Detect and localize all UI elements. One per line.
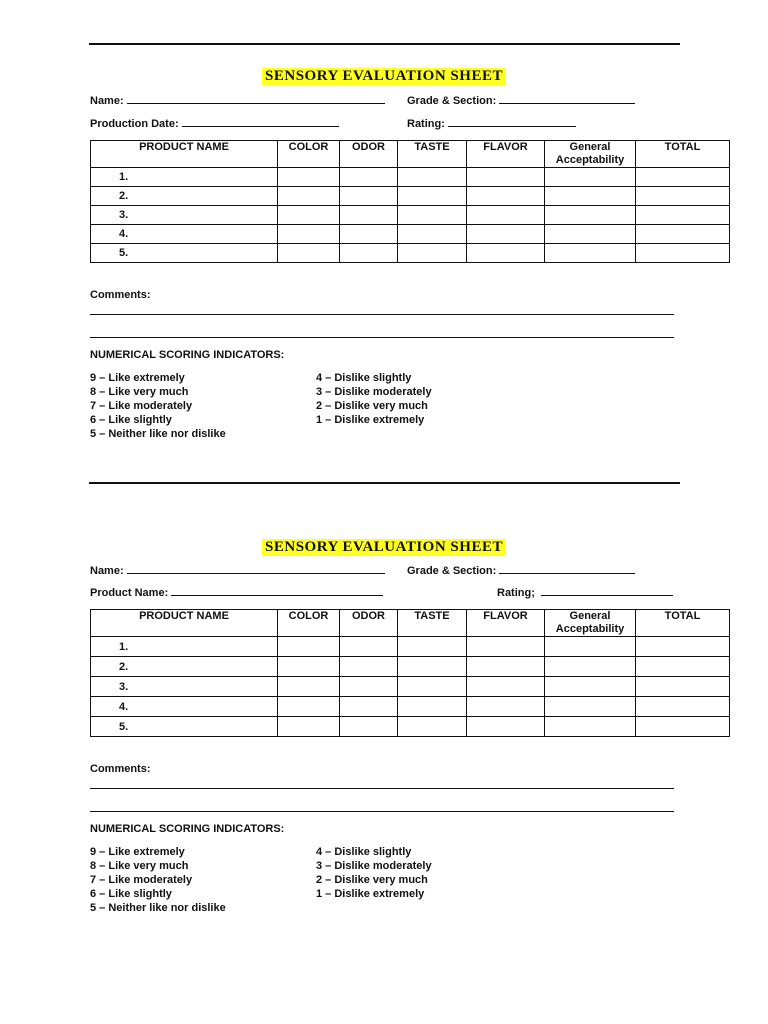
sheet2-product-label: Product Name:: [90, 587, 169, 599]
cell-total[interactable]: [636, 206, 730, 225]
sheet1-grade-blank[interactable]: [499, 94, 635, 104]
sheet2-name-field[interactable]: [90, 564, 385, 577]
cell-color[interactable]: [278, 168, 340, 187]
cell-total[interactable]: [636, 168, 730, 187]
sheet1-grade-field[interactable]: [407, 94, 635, 107]
sheet2-title: SENSORY EVALUATION SHEET: [262, 539, 506, 556]
indicator-item: 2 – Dislike very much: [316, 874, 428, 886]
header-odor: ODOR: [340, 141, 398, 168]
cell-color[interactable]: [278, 637, 340, 657]
cell-color[interactable]: [278, 206, 340, 225]
sheet1-date-label: Production Date:: [90, 118, 179, 130]
cell-flavor[interactable]: [467, 657, 545, 677]
cell-flavor[interactable]: [467, 697, 545, 717]
row-number[interactable]: 2.: [91, 657, 278, 677]
cell-general[interactable]: [545, 717, 636, 737]
cell-flavor[interactable]: [467, 244, 545, 263]
indicator-item: 7 – Like moderately: [90, 874, 193, 886]
top-divider: [89, 43, 680, 45]
sheet1-evaluation-table: [90, 140, 730, 263]
cell-total[interactable]: [636, 717, 730, 737]
indicator-item: 3 – Dislike moderately: [316, 860, 432, 872]
table-row: [91, 168, 730, 187]
header-total: TOTAL: [636, 610, 730, 637]
cell-total[interactable]: [636, 244, 730, 263]
sheet1-name-label: Name:: [90, 95, 124, 107]
cell-odor[interactable]: [340, 168, 398, 187]
header-odor: ODOR: [340, 610, 398, 637]
cell-taste[interactable]: [398, 187, 467, 206]
cell-taste[interactable]: [398, 206, 467, 225]
sheet2-name-label: Name:: [90, 565, 124, 577]
sheet2-rating-label: Rating;: [497, 587, 535, 599]
cell-general[interactable]: [545, 168, 636, 187]
sheet1-date-field[interactable]: [90, 117, 339, 130]
indicator-item: 1 – Dislike extremely: [316, 414, 425, 426]
cell-color[interactable]: [278, 225, 340, 244]
cell-total[interactable]: [636, 677, 730, 697]
cell-color[interactable]: [278, 697, 340, 717]
cell-general[interactable]: [545, 206, 636, 225]
sheet2-comment-line-1[interactable]: [90, 788, 674, 789]
sheet1-rating-blank[interactable]: [448, 117, 576, 127]
cell-odor[interactable]: [340, 206, 398, 225]
sheet2-product-blank[interactable]: [171, 586, 383, 596]
cell-general[interactable]: [545, 697, 636, 717]
sheet2-comment-line-2[interactable]: [90, 811, 674, 812]
cell-color[interactable]: [278, 657, 340, 677]
cell-general[interactable]: [545, 657, 636, 677]
row-number[interactable]: 4.: [91, 225, 278, 244]
row-number[interactable]: 5.: [91, 717, 278, 737]
cell-odor[interactable]: [340, 717, 398, 737]
cell-flavor[interactable]: [467, 677, 545, 697]
sheet2-grade-field[interactable]: [407, 564, 635, 577]
cell-general[interactable]: [545, 637, 636, 657]
row-number[interactable]: 1.: [91, 168, 278, 187]
indicator-item: 1 – Dislike extremely: [316, 888, 425, 900]
row-number[interactable]: 3.: [91, 206, 278, 225]
middle-divider: [89, 482, 680, 484]
sheet2-product-field[interactable]: [90, 586, 383, 599]
row-number[interactable]: 1.: [91, 637, 278, 657]
sheet2-indicators-title: NUMERICAL SCORING INDICATORS:: [90, 823, 285, 835]
sheet2-rating-field[interactable]: [497, 586, 673, 599]
header-color: COLOR: [278, 141, 340, 168]
cell-taste[interactable]: [398, 244, 467, 263]
indicator-item: 9 – Like extremely: [90, 846, 185, 858]
cell-color[interactable]: [278, 187, 340, 206]
cell-color[interactable]: [278, 677, 340, 697]
table-header-row: [91, 610, 730, 637]
cell-odor[interactable]: [340, 657, 398, 677]
indicator-item: 6 – Like slightly: [90, 414, 172, 426]
cell-odor[interactable]: [340, 225, 398, 244]
indicator-item: 8 – Like very much: [90, 386, 189, 398]
header-total: TOTAL: [636, 141, 730, 168]
header-flavor: FLAVOR: [467, 141, 545, 168]
row-number[interactable]: 5.: [91, 244, 278, 263]
sheet2-grade-blank[interactable]: [499, 564, 635, 574]
cell-flavor[interactable]: [467, 225, 545, 244]
cell-total[interactable]: [636, 187, 730, 206]
header-product-name: PRODUCT NAME: [91, 141, 278, 168]
cell-odor[interactable]: [340, 637, 398, 657]
indicator-item: 9 – Like extremely: [90, 372, 185, 384]
indicator-item: 6 – Like slightly: [90, 888, 172, 900]
cell-taste[interactable]: [398, 225, 467, 244]
row-number[interactable]: 4.: [91, 697, 278, 717]
table-row: [91, 187, 730, 206]
table-row: [91, 225, 730, 244]
sheet2-comments-label: Comments:: [90, 763, 151, 775]
table-row: [91, 717, 730, 737]
sheet2-grade-label: Grade & Section:: [407, 565, 497, 577]
sheet1-name-blank[interactable]: [127, 94, 385, 104]
cell-total[interactable]: [636, 697, 730, 717]
sheet1-indicators-right: [316, 371, 432, 427]
header-general-acceptability: General Acceptability: [545, 610, 636, 637]
row-number[interactable]: 2.: [91, 187, 278, 206]
sheet1-comment-line-2[interactable]: [90, 337, 674, 338]
table-row: [91, 677, 730, 697]
sheet1-rating-label: Rating:: [407, 118, 445, 130]
row-number[interactable]: 3.: [91, 677, 278, 697]
indicator-item: 2 – Dislike very much: [316, 400, 428, 412]
sheet2-evaluation-table: [90, 609, 730, 737]
indicator-item: 4 – Dislike slightly: [316, 372, 412, 384]
sheet2-rating-blank[interactable]: [541, 586, 673, 596]
indicator-item: 4 – Dislike slightly: [316, 846, 412, 858]
table-header-row: [91, 141, 730, 168]
cell-taste[interactable]: [398, 657, 467, 677]
cell-total[interactable]: [636, 225, 730, 244]
cell-taste[interactable]: [398, 677, 467, 697]
sheet1-date-blank[interactable]: [182, 117, 339, 127]
sheet1-grade-label: Grade & Section:: [407, 95, 497, 107]
table-row: [91, 244, 730, 263]
cell-general[interactable]: [545, 677, 636, 697]
cell-flavor[interactable]: [467, 206, 545, 225]
sheet1-title: SENSORY EVALUATION SHEET: [262, 68, 506, 85]
cell-total[interactable]: [636, 637, 730, 657]
sheet1-name-field[interactable]: [90, 94, 385, 107]
cell-taste[interactable]: [398, 717, 467, 737]
sheet1-title-wrap: [0, 67, 768, 85]
cell-total[interactable]: [636, 657, 730, 677]
header-taste: TASTE: [398, 610, 467, 637]
header-product-name: PRODUCT NAME: [91, 610, 278, 637]
sheet2-indicators-left: [90, 845, 226, 915]
cell-general[interactable]: [545, 244, 636, 263]
cell-flavor[interactable]: [467, 187, 545, 206]
sheet2-indicators-right: [316, 845, 432, 901]
indicator-item: 8 – Like very much: [90, 860, 189, 872]
cell-taste[interactable]: [398, 168, 467, 187]
cell-color[interactable]: [278, 717, 340, 737]
header-general-acceptability: General Acceptability: [545, 141, 636, 168]
sheet2-name-blank[interactable]: [127, 564, 385, 574]
cell-general[interactable]: [545, 187, 636, 206]
cell-flavor[interactable]: [467, 168, 545, 187]
indicator-item: 3 – Dislike moderately: [316, 386, 432, 398]
sheet1-rating-field[interactable]: [407, 117, 576, 130]
indicator-item: 7 – Like moderately: [90, 400, 193, 412]
cell-odor[interactable]: [340, 187, 398, 206]
sheet1-comment-line-1[interactable]: [90, 314, 674, 315]
cell-odor[interactable]: [340, 244, 398, 263]
sheet2-title-wrap: [0, 538, 768, 556]
header-flavor: FLAVOR: [467, 610, 545, 637]
header-taste: TASTE: [398, 141, 467, 168]
cell-color[interactable]: [278, 244, 340, 263]
table-row: [91, 657, 730, 677]
sheet1-comments-label: Comments:: [90, 289, 151, 301]
cell-taste[interactable]: [398, 637, 467, 657]
cell-flavor[interactable]: [467, 637, 545, 657]
header-color: COLOR: [278, 610, 340, 637]
cell-general[interactable]: [545, 225, 636, 244]
cell-odor[interactable]: [340, 677, 398, 697]
indicator-item: 5 – Neither like nor dislike: [90, 428, 226, 440]
cell-odor[interactable]: [340, 697, 398, 717]
table-row: [91, 697, 730, 717]
table-row: [91, 637, 730, 657]
cell-taste[interactable]: [398, 697, 467, 717]
sheet1-indicators-title: NUMERICAL SCORING INDICATORS:: [90, 349, 285, 361]
table-row: [91, 206, 730, 225]
cell-flavor[interactable]: [467, 717, 545, 737]
sheet1-indicators-left: [90, 371, 226, 441]
indicator-item: 5 – Neither like nor dislike: [90, 902, 226, 914]
